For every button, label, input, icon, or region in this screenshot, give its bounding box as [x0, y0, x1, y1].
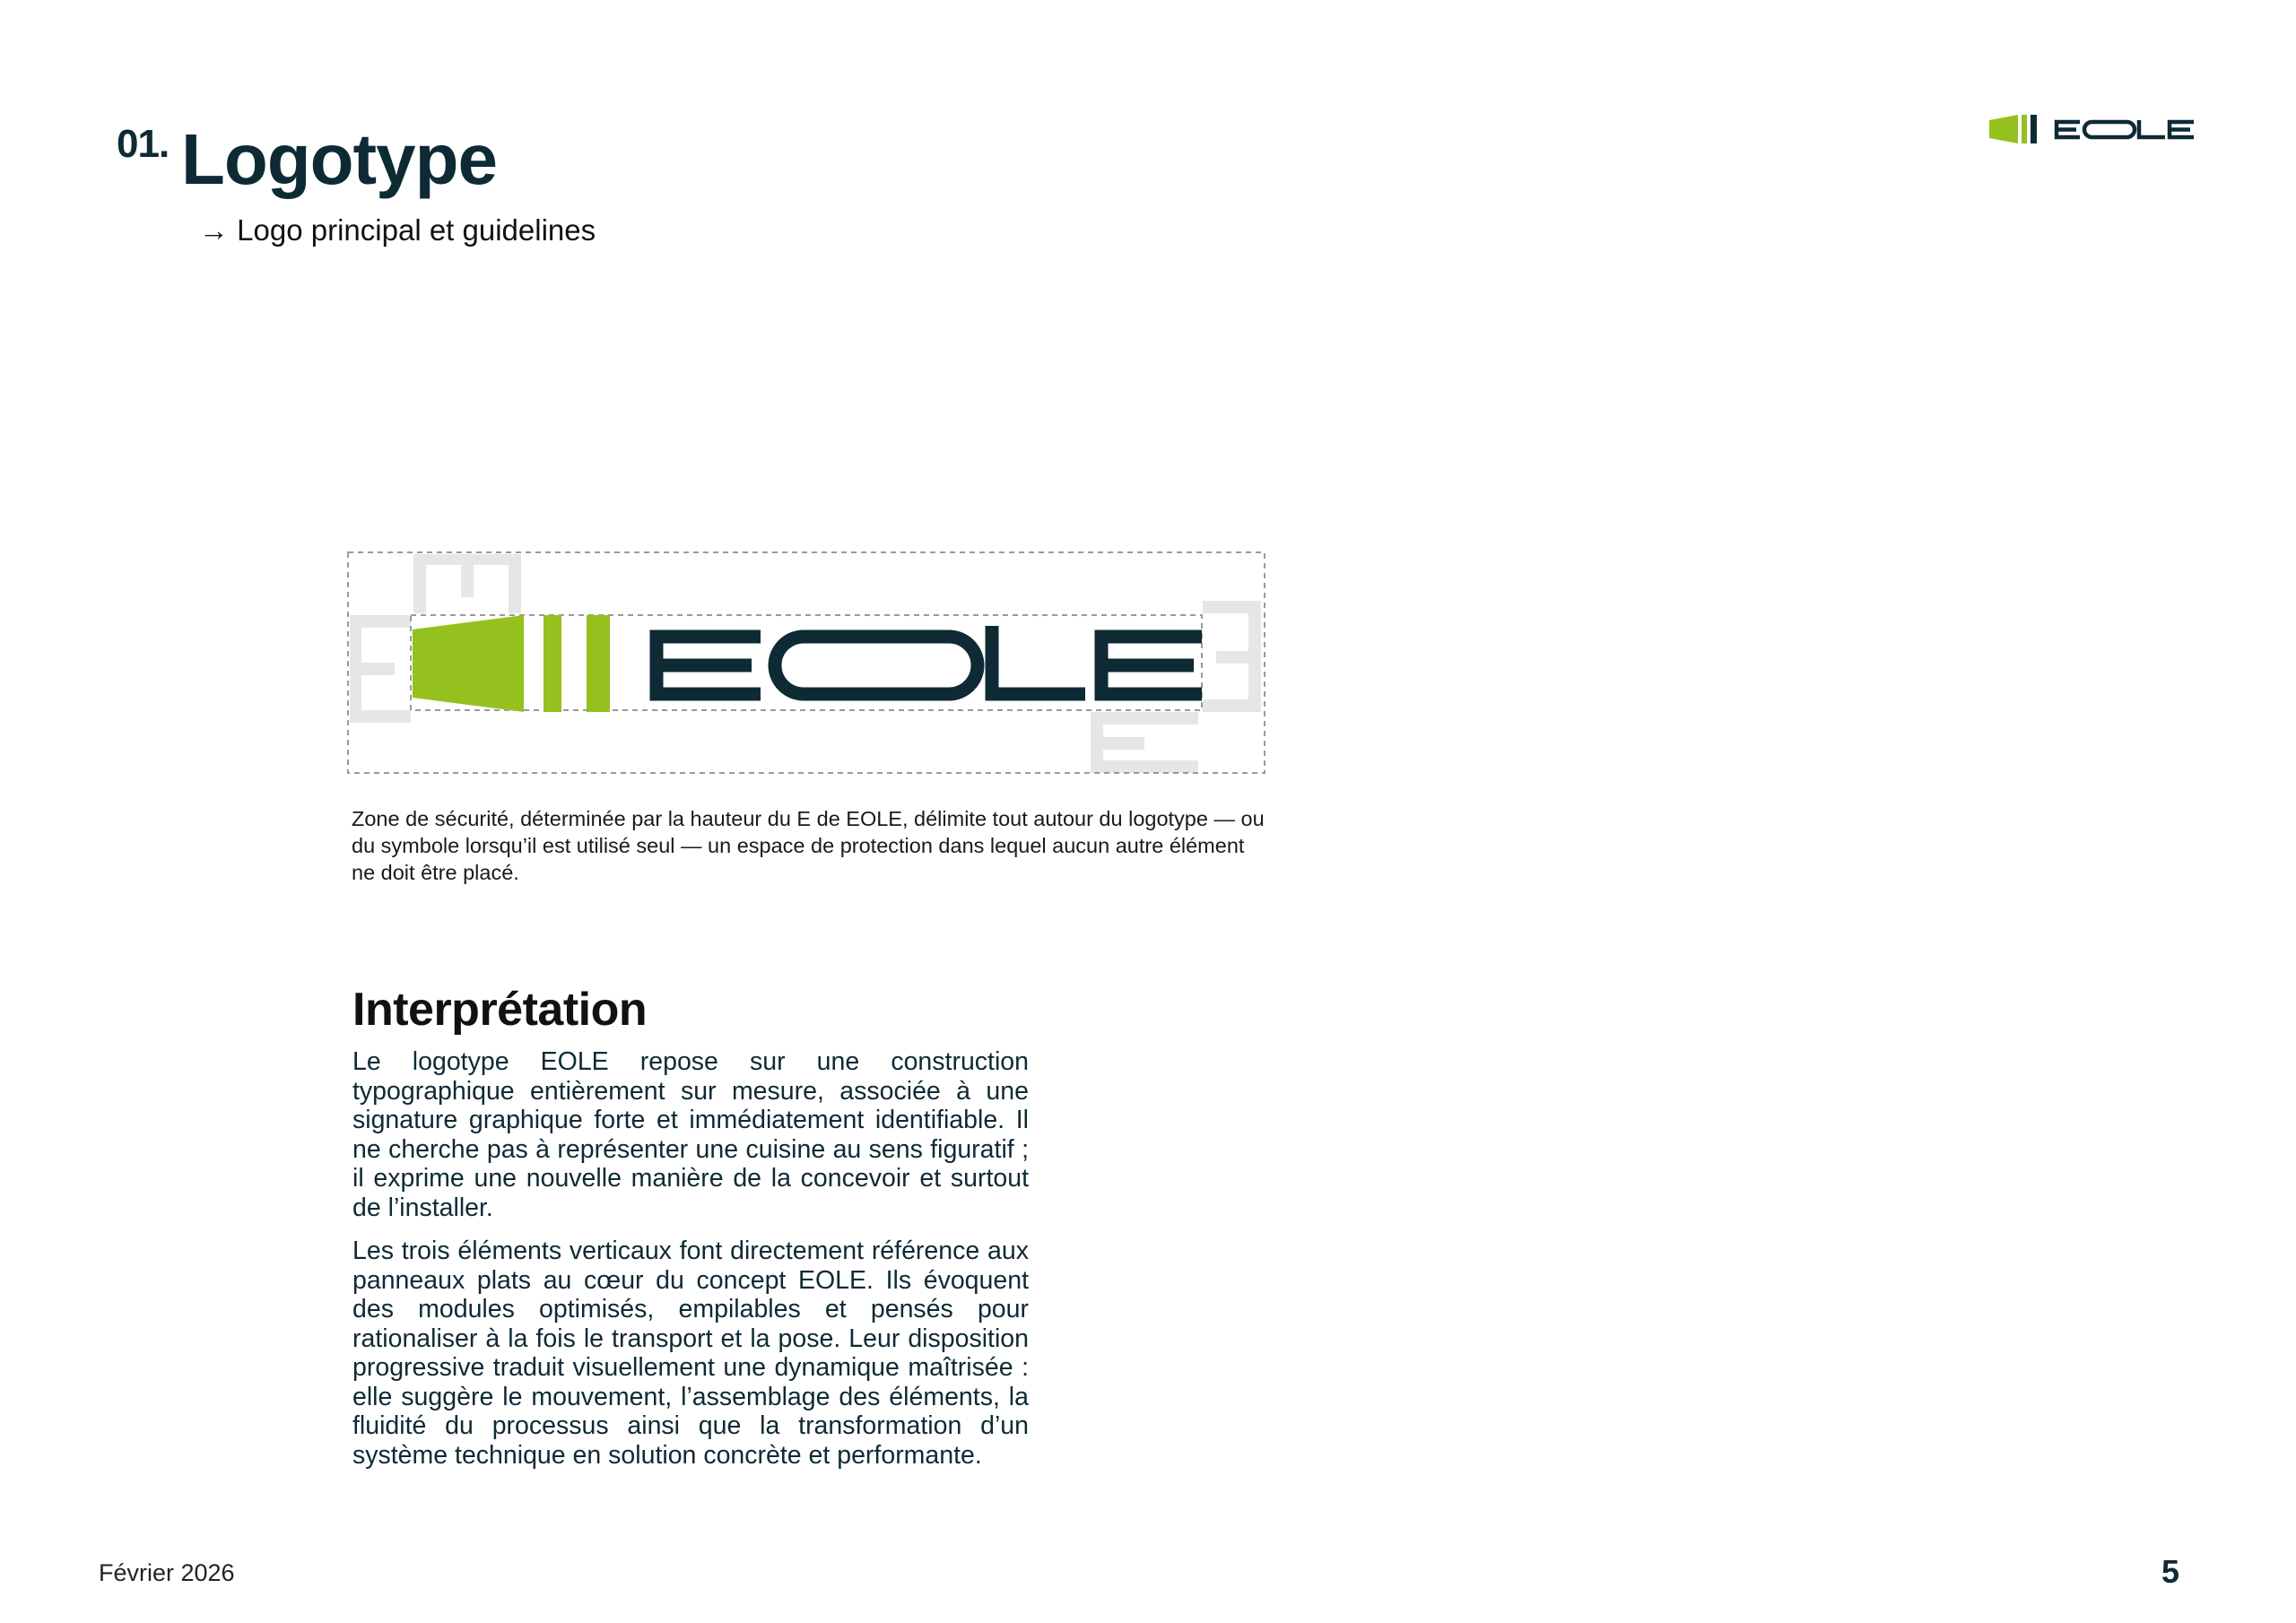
logo-panel-small [587, 615, 610, 712]
page-subtitle: → Logo principal et guidelines [199, 213, 596, 247]
logo-wordmark [657, 626, 1202, 694]
eole-brand-logo [1989, 115, 2212, 143]
logo-wordmark [2057, 120, 2194, 137]
safety-marker-e-top [413, 554, 521, 613]
logo-panel-small [2031, 115, 2037, 143]
safety-marker-e-right [1203, 601, 1261, 712]
safety-zone-caption: Zone de sécurité, déterminée par la hauteur du E de EOLE, délimite tout autour du logotype — ou du symbole lorsqu’il est utilisé seul — un espace de protection dans lequel aucun autre élément ne doit être placé. [352, 807, 1265, 884]
logo-panel-large [1989, 115, 2018, 143]
logo-panel-large [413, 615, 524, 712]
page-number: 5 [2161, 1553, 2180, 1590]
interpretation-paragraph: Les trois éléments verticaux font directement référence aux panneaux plats au cœur du concept EOLE. Ils évoquent des modules optimisés, empilables et pensés pour rationaliser à la fois le transport et la pose. Leur disposition progressive traduit visuellement une dynamique maîtrisée : elle suggère le mouvement, l’assemblage des éléments, la fluidité du processus ainsi que la transformation d’un système technique en solution concrète et performante. [352, 1237, 1029, 1470]
safety-marker-e-left [350, 615, 411, 723]
interpretation-heading: Interprétation [352, 984, 648, 1036]
interpretation-paragraph: Le logotype EOLE repose sur une construction typographique entièrement sur mesure, associée à une signature graphique forte et immédiatement identifiable. Il ne cherche pas à représenter une cuisine au sens figuratif ; il exprime une nouvelle manière de la concevoir et surtout de l’installer. [352, 1047, 1029, 1222]
footer-date: Février 2026 [99, 1559, 235, 1586]
logo-panel-medium [544, 615, 561, 712]
section-number: 01. [117, 122, 170, 166]
safety-marker-e-bottom [1091, 712, 1198, 773]
logo-panel-medium [2022, 115, 2027, 143]
interpretation-body [352, 1047, 1029, 1484]
safety-zone-diagram [346, 551, 1266, 775]
page-title: Logotype [181, 119, 497, 199]
